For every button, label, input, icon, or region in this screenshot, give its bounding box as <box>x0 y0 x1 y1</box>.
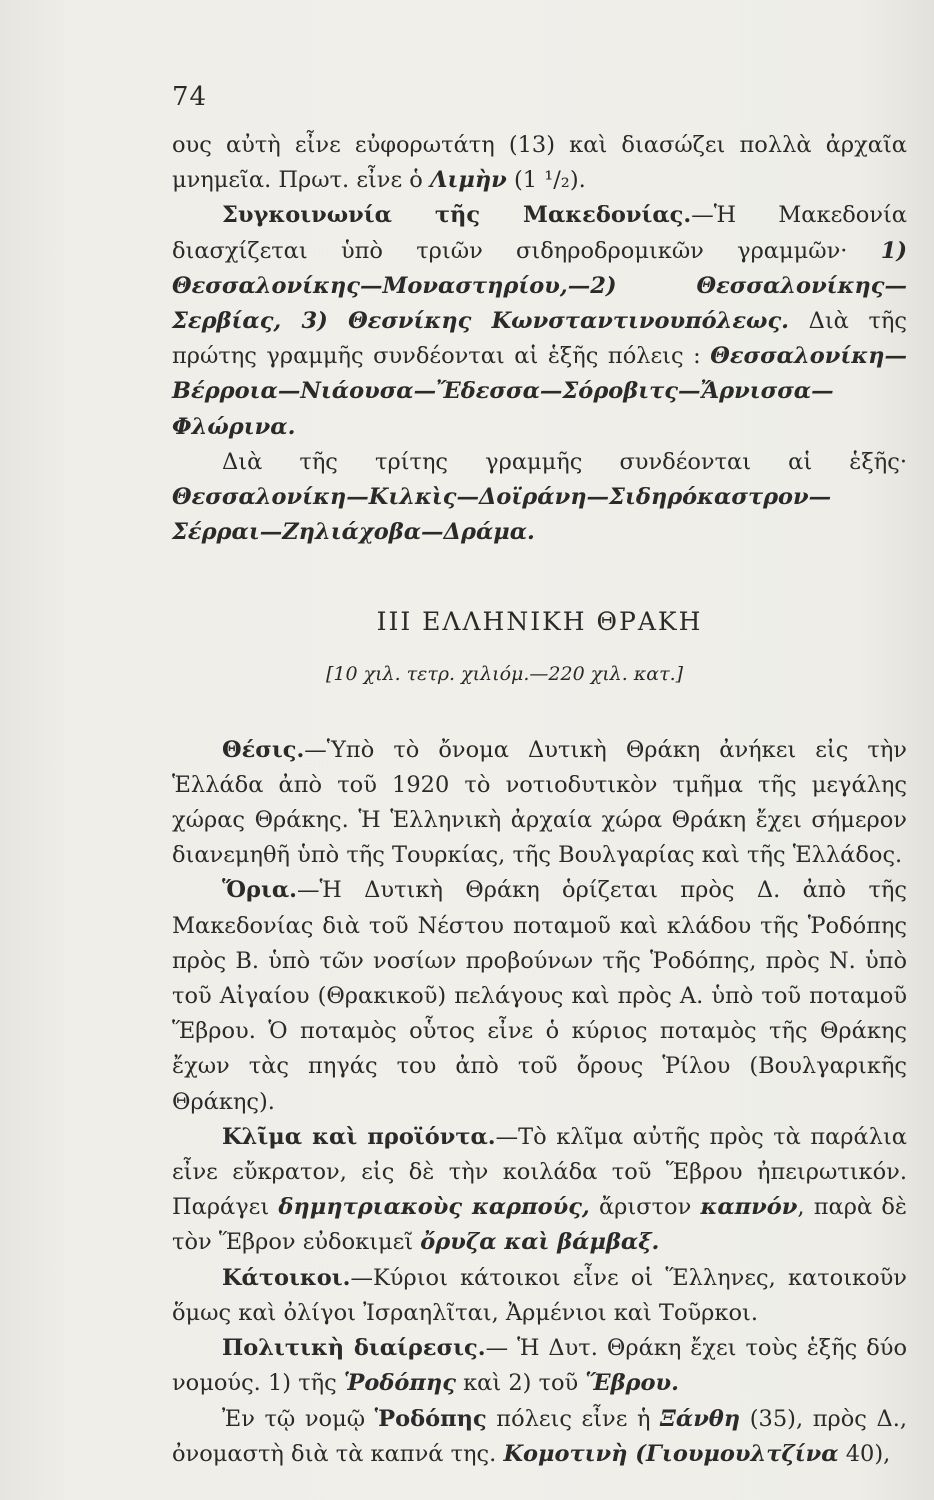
chapter-subheading: [10 χιλ. τετρ. χιλιόμ.—220 χιλ. κατ.] <box>325 663 684 686</box>
nome-evros: Ἕβρου. <box>585 1370 679 1397</box>
paragraph-macedonia-capital <box>172 128 907 198</box>
rail-lines: 1) Θεσσαλονίκης—Μοναστηρίου,—2) Θεσσαλονίκης—Σερβίας, 3) Θεσνίκης Κωνσταντινουπόλεως. <box>172 237 907 335</box>
paragraph-text: , παρὰ δὲ τὸν Ἕβρον εὐδοκιμεῖ <box>172 1194 907 1256</box>
paragraph-rail <box>172 198 907 444</box>
section-title-borders: Ὅρια. <box>222 877 297 904</box>
paragraph-inhabitants <box>172 1261 907 1331</box>
section-title-climate: Κλῖμα καὶ προϊόντα. <box>222 1123 496 1150</box>
paragraph-text: —Κύριοι κάτοικοι εἶνε οἱ Ἕλληνες, κατοικοῦν ὅμως καὶ ὀλίγοι Ἰσραηλῖται, Ἀρμένιοι καὶ Τοῦρκοι. <box>172 1264 907 1326</box>
capital-name: Λιμὴν <box>430 167 507 194</box>
chapter-heading: III ΕΛΛΗΝΙΚΗ ΘΡΑΚΗ <box>376 607 703 637</box>
paragraph-text: —Ἡ Δυτικὴ Θράκη ὁρίζεται πρὸς Δ. ἀπὸ τῆς Μακεδονίας διὰ τοῦ Νέστου ποταμοῦ καὶ κλάδου τῆς Ῥοδόπης πρὸς Β. ὑπὸ τῶν νοσίων προβούνων τῆς Ῥοδόπης, πρὸς Ν. ὑπὸ τοῦ Αἰγαίου (Θρακικοῦ) πελάγους καὶ πρὸς Α. ὑπὸ τοῦ ποταμοῦ Ἕβρου. Ὁ ποταμὸς οὗτος εἶνε ὁ κύριος ποταμὸς τῆς Θράκης ἔχων τὰς πηγάς του ἀπὸ τοῦ ὄρους Ῥίλου (Βουλγαρικῆς Θράκης). <box>172 877 907 1115</box>
paragraph-position <box>172 733 907 874</box>
city-komotini: Κομοτινὴ (Γιουμουλτζίνα <box>503 1440 839 1467</box>
paragraph-text: —Ἡ Μακεδονία διασχίζεται ὑπὸ τριῶν σιδηροδρομικῶν γραμμῶν· <box>172 202 908 264</box>
nome-rhodope: Ῥοδόπης <box>343 1370 456 1397</box>
paragraph-text: Ἐν τῷ νομῷ <box>222 1405 375 1432</box>
paragraph-text: πόλεις εἶνε ἡ <box>486 1405 661 1432</box>
paragraph-text: ους αὐτὴ εἶνε εὐφορωτάτη (13) καὶ διασώζει πολλὰ ἀρχαῖα μνημεῖα. Πρωτ. εἶνε ὁ <box>172 132 907 194</box>
product-rice-cotton: ὄρυζα καὶ βάμβαξ. <box>420 1229 660 1256</box>
section-title-division: Πολιτικὴ διαίρεσις. <box>222 1335 486 1362</box>
paragraph-rhodope <box>172 1402 907 1472</box>
page-body-text <box>172 128 907 1472</box>
paragraph-text: —Ὑπὸ τὸ ὄνομα Δυτικὴ Θράκη ἀνήκει εἰς τὴν Ἑλλάδα ἀπὸ τοῦ 1920 τὸ νοτιοδυτικὸν τμῆμα τῆς μεγάλης χώρας Θράκης. Ἡ Ἑλληνικὴ ἀρχαία χώρα Θράκη ἔχει σήμερον διανεμηθῆ ὑπὸ τῆς Τουρκίας, τῆς Βουλγαρίας καὶ τῆς Ἑλλάδος. <box>172 736 907 869</box>
product-tobacco: καπνόν <box>700 1194 798 1221</box>
city-xanthi: Ξάνθη <box>660 1405 741 1432</box>
paragraph-division <box>172 1331 907 1401</box>
section-title-communications: Συγκοινωνία τῆς Μακεδονίας. <box>222 202 692 229</box>
page-number: 74 <box>172 82 208 112</box>
rail-cities-first-line: Θεσσαλονίκη—Βέρροια—Νιάουσα—Ἔδεσσα—Σόροβιτς—Ἄρνισσα—Φλώρινα. <box>172 343 907 440</box>
paragraph-text: — Ἡ Δυτ. Θράκη ἔχει τοὺς ἑξῆς δύο νομούς. 1) τῆς <box>172 1335 908 1397</box>
product-cereals: δημητριακοὺς καρπούς, <box>278 1194 590 1221</box>
rail-cities-third-line: Θεσσαλονίκη—Κιλκὶς—Δοϊράνη—Σιδηρόκαστρον—Σέρραι—Ζηλιάχοβα—Δράμα. <box>172 484 832 546</box>
section-title-position: Θέσις. <box>222 736 305 763</box>
paragraph-text: Διὰ τῆς τρίτης γραμμῆς συνδέονται αἱ ἑξῆς· <box>222 448 907 475</box>
paragraph-text: —Τὸ κλῖμα αὐτῆς πρὸς τὰ παράλια εἶνε εὔκρατον, εἰς δὲ τὴν κοιλάδα τοῦ Ἕβρου ἠπειρωτικόν. Παράγει <box>172 1123 908 1221</box>
section-title-inhabitants: Κάτοικοι. <box>222 1264 351 1291</box>
paragraph-text: καὶ 2) τοῦ <box>455 1370 586 1397</box>
paragraph-climate <box>172 1120 907 1261</box>
paragraph-text: (35), πρὸς Δ., ὀνομαστὴ διὰ τὰ καπνά της. <box>172 1405 908 1467</box>
capital-population: (1 ¹/₂). <box>506 167 586 194</box>
nome-rhodope-title: Ῥοδόπης <box>374 1405 487 1432</box>
paragraph-text: ἄριστον <box>589 1194 701 1221</box>
paragraph-text: Διὰ τῆς πρώτης γραμμῆς συνδέονται αἱ ἑξῆς πόλεις : <box>172 308 907 370</box>
paragraph-text: 40), <box>838 1440 891 1467</box>
paragraph-rail-third <box>172 445 907 551</box>
paragraph-borders <box>172 873 907 1119</box>
